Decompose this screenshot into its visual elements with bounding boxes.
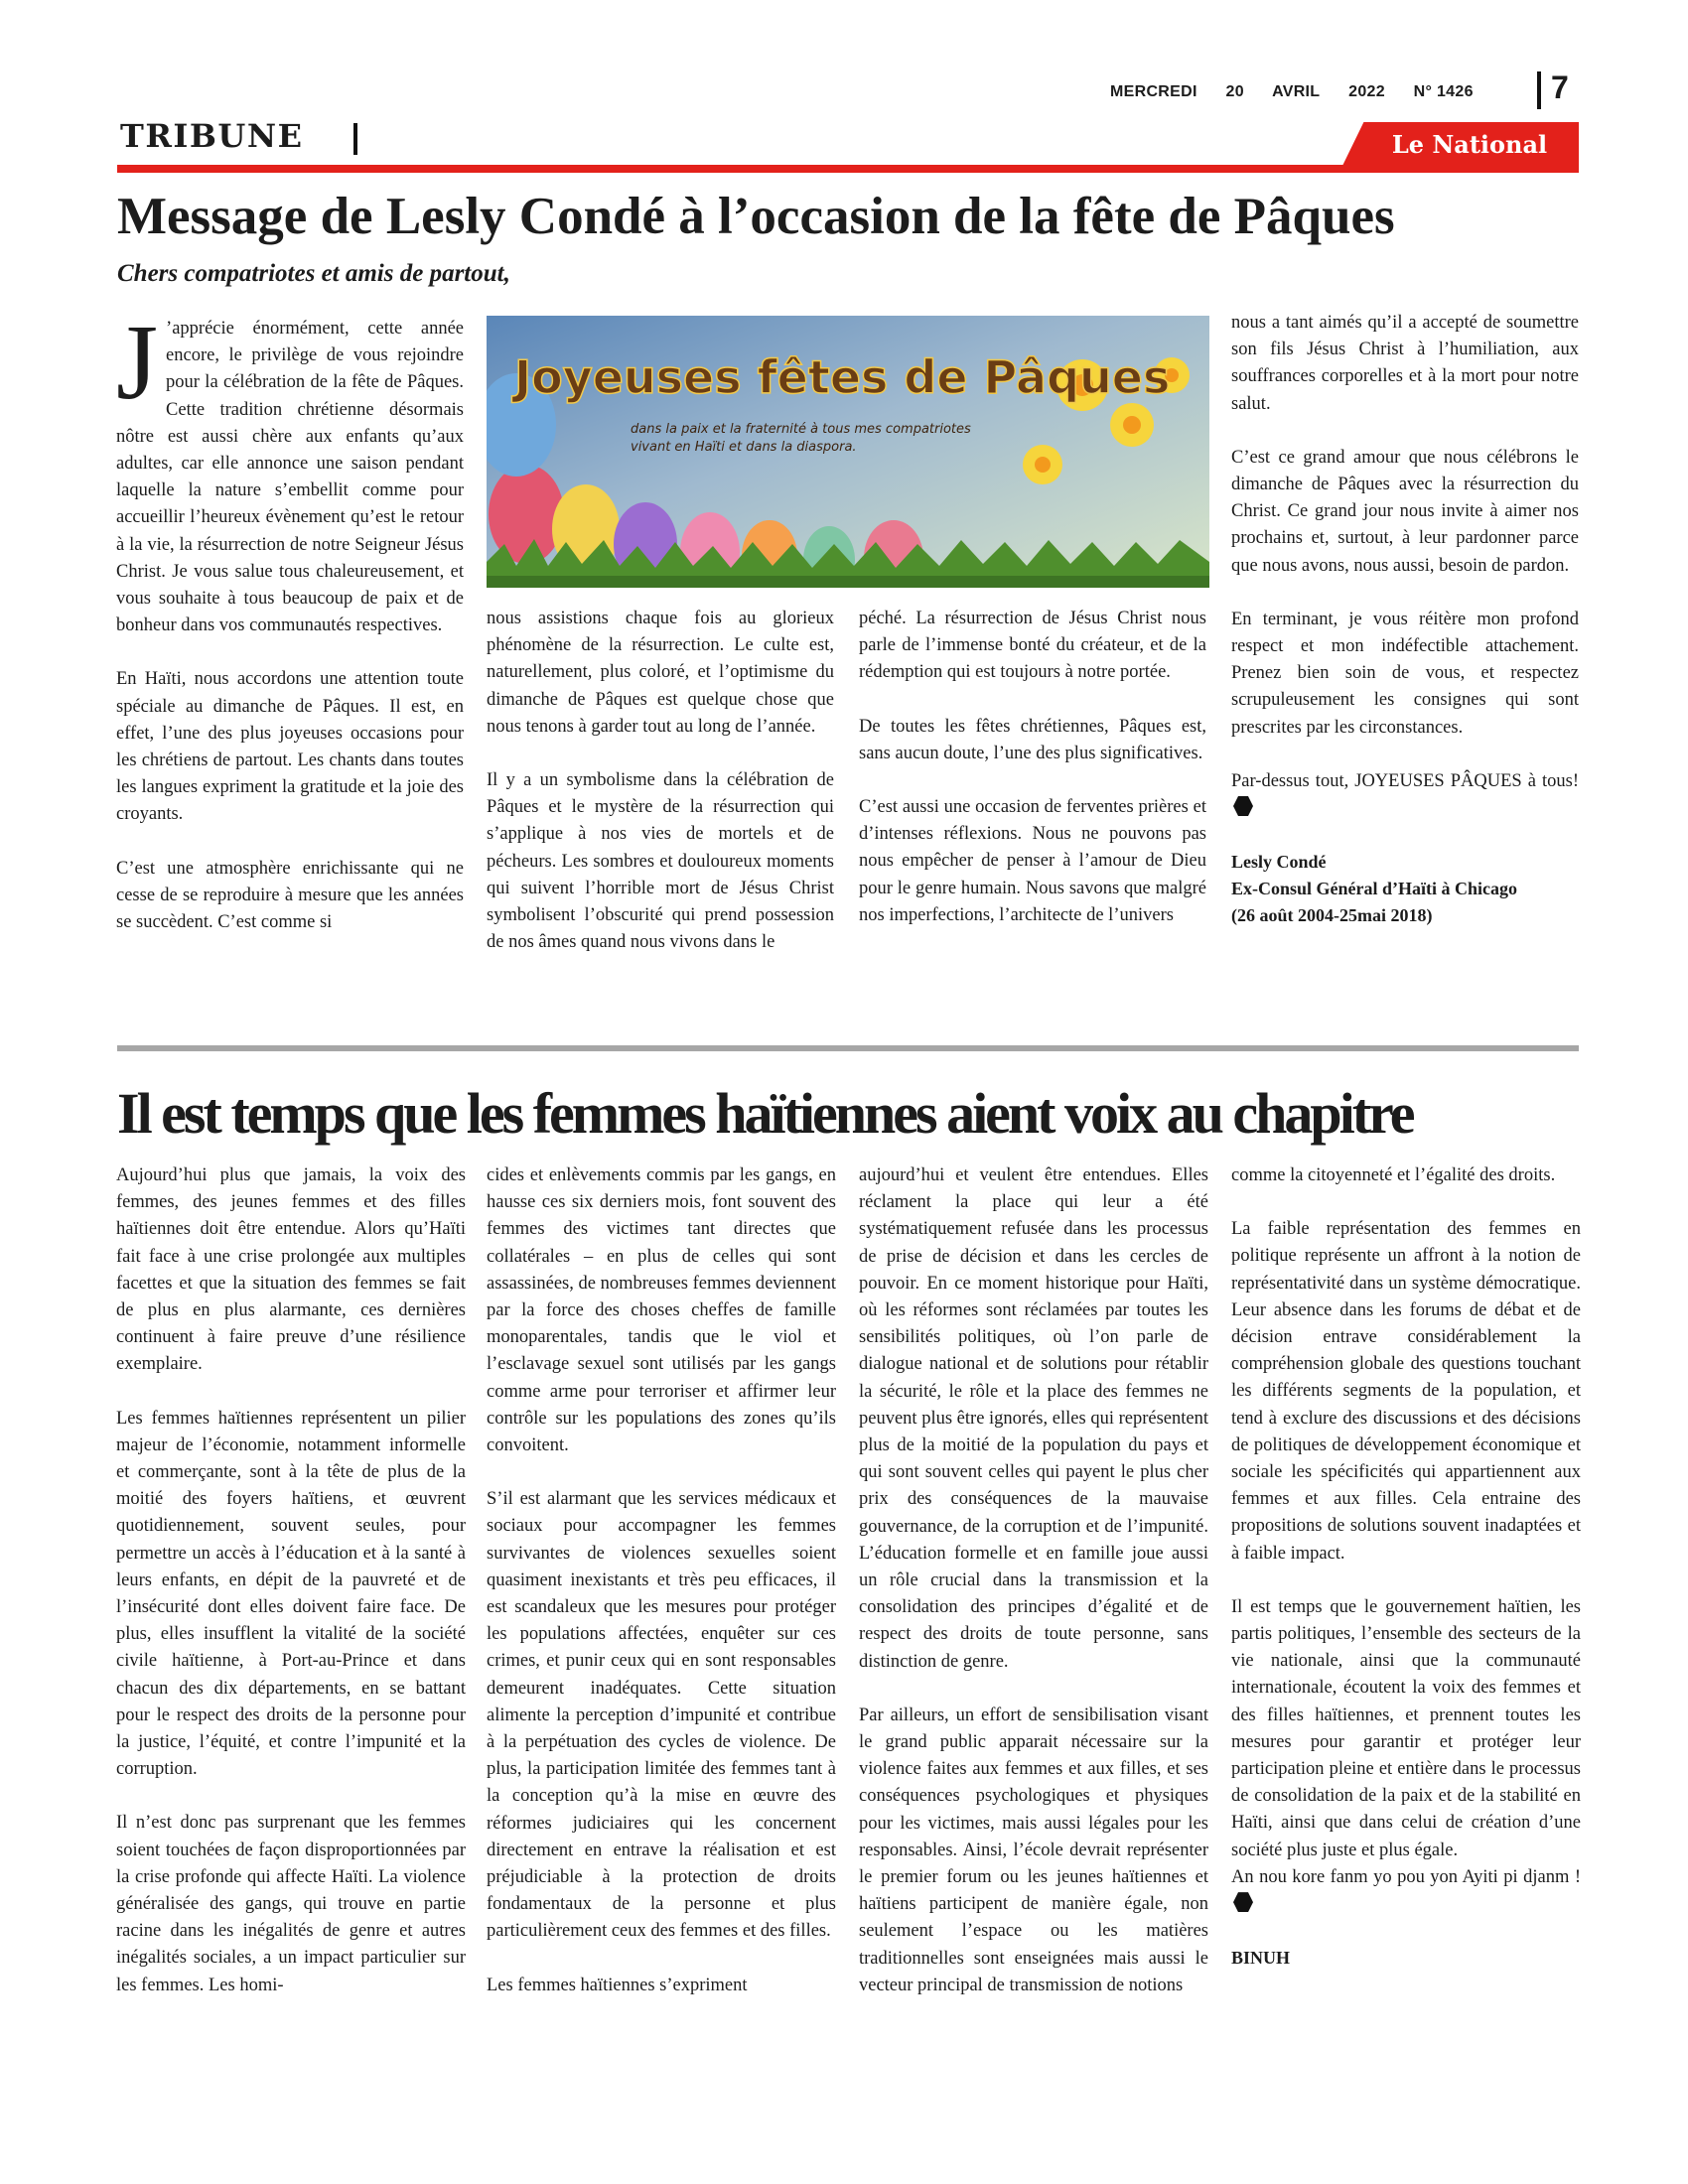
article1-column-3 [859, 606, 1206, 929]
paragraph: Les femmes haïtiennes s’expriment [487, 1975, 748, 1995]
article-salutation: Chers compatriotes et amis de partout, [117, 260, 510, 287]
image-headline: Joyeuses fêtes de Pâques [514, 350, 1171, 404]
brand-name: Le National [1391, 130, 1548, 159]
image-caption-line-1: dans la paix et la fraternité à tous mes compatriotes [631, 422, 971, 437]
paragraph: La faible représentation des femmes en politique représente un affront à la notion de représentativité dans un système démocratique. Leur absence dans les forums de débat et de décision entrave considérablement la compréhension globale des questions touchant les différents segments de la population, et tend à exclure des discussions et des décisions de politiques de développement économique et sociale les spécificités qui appartiennent aux femmes et aux filles. Cela entraine des propositions de solutions souvent inadaptées et à faible impact. [1231, 1219, 1581, 1564]
paragraph: Les femmes haïtiennes représentent un pilier majeur de l’économie, notamment informelle et commerçante, sont à la tête de plus de la moitié des foyers haïtiens, et œuvrent quotidiennement, souvent seules, pour permettre un accès à l’éducation et à la santé à leurs enfants, en dépit de la pauvreté et de l’insécurité dont elles doivent faire face. De plus, elles insufflent la vitalité de la société civile haïtienne, à Port-au-Prince et dans chacun des dix départements, en se battant pour le respect des droits de la personne pour la justice, l’équité, et contre l’impunité et la corruption. [116, 1408, 466, 1780]
paragraph: nous assistions chaque fois au glorieux phénomène de la résurrection. Le culte est, naturellement, plus coloré, et l’optimisme du dimanche de Pâques est quelque chose que nous tenons à garder tout au long de l’année. [487, 609, 834, 737]
paragraph: Il n’est donc pas surprenant que les femmes soient touchées de façon disproportionnées par la crise profonde qui affecte Haïti. La violence généralisée des gangs, qui trouve en partie racine dans les inégalités de genre et autres inégalités sociales, a un impact particulier sur les femmes. Les homi- [116, 1813, 466, 1995]
paragraph [1231, 768, 1579, 822]
paragraph: péché. La résurrection de Jésus Christ nous parle de l’immense bonté du créateur, et de la rédemption qui est toujours à notre portée. [859, 609, 1206, 683]
signature [1231, 849, 1579, 929]
page-number: 7 [1551, 69, 1569, 105]
paragraph: C’est une atmosphère enrichissante qui ne cesse de se reproduire à mesure que les années se succèdent. C’est comme si [116, 858, 464, 933]
paragraph: cides et enlèvements commis par les gangs, en hausse ces six derniers mois, font souvent des femmes des victimes tant directes que collatérales – en plus de celles qui sont assassinées, de nombreuses femmes deviennent par la force des choses cheffes de famille monoparentales, tandis que le viol et l’esclavage sexuel sont utilisés par les gangs comme arme pour terroriser et affirmer leur contrôle sur les populations des zones qu’ils convoitent. [487, 1165, 836, 1456]
paragraph: En Haïti, nous accordons une attention toute spéciale au dimanche de Pâques. Il est, en effet, l’une des plus joyeuses occasions pour les chrétiens de partout. Les chants dans toutes les langues expriment la gratitude et la joie des croyants. [116, 669, 464, 825]
paragraph: Aujourd’hui plus que jamais, la voix des femmes, des jeunes femmes et des filles haïtiennes doit être entendue. Alors qu’Haïti fait face à une crise prolongée aux multiples facettes et que la situation des femmes se fait de plus en plus alarmante, ces dernières continuent à faire preuve d’une résilience exemplaire. [116, 1165, 466, 1375]
signature-title: Ex-Consul Général d’Haïti à Chicago [1231, 879, 1518, 899]
signature-name: Lesly Condé [1231, 852, 1327, 873]
image-caption-line-2: vivant en Haïti et dans la diaspora. [631, 440, 857, 455]
date-number: 20 [1225, 83, 1244, 100]
article2-column-3 [859, 1162, 1208, 1999]
end-mark-icon [1233, 796, 1253, 816]
header-rule [117, 165, 1579, 173]
paragraph: nous a tant aimés qu’il a accepté de soumettre son fils Jésus Christ à l’humiliation, aux souffrances corporelles et à la mort pour notre salut. [1231, 313, 1579, 414]
end-mark-icon [1233, 1892, 1253, 1912]
section-divider [353, 123, 357, 155]
paragraph: Par ailleurs, un effort de sensibilisation visant le grand public apparait nécessaire sur la violence faites aux femmes et aux filles, et ses conséquences psychologiques et physiques pour les victimes, mais aussi légales pour les responsables. Ainsi, l’école devrait représenter le premier forum ou les jeunes haïtiennes et haïtiens participent de manière égale, non seulement l’espace ou les matières traditionnelles sont enseignées mais aussi le vecteur principal de transmission de notions [859, 1705, 1208, 1995]
paragraph: comme la citoyenneté et l’égalité des droits. [1231, 1165, 1556, 1185]
date-year: 2022 [1348, 83, 1385, 100]
article2-column-1 [116, 1162, 466, 1999]
paragraph: C’est ce grand amour que nous célébrons le dimanche de Pâques avec la résurrection du Christ. Ce grand jour nous invite à aimer nos prochains et, surtout, à leur pardonner parce que nous avons, nous aussi, besoin de pardon. [1231, 447, 1579, 576]
page-number-divider [1537, 71, 1541, 109]
paragraph [116, 304, 464, 639]
article-title: Message de Lesly Condé à l’occasion de la fête de Pâques [117, 188, 1395, 245]
article2-column-2 [487, 1162, 836, 1999]
article1-column-4 [1231, 310, 1579, 929]
paragraph: Il est temps que le gouvernement haïtien, les partis politiques, l’ensemble des secteurs de la vie nationale, ainsi que la communauté internationale, écoutent la voix des femmes et des filles haïtiennes, et prennent toutes les mesures pour garantir et protéger leur participation pleine et entière dans le processus de consolidation de la paix et de la stabilité en Haïti, ainsi que dans celui de création d’une société plus juste et plus égale. [1231, 1596, 1581, 1860]
easter-greeting-image [487, 316, 1209, 588]
paragraph-text: An nou kore fanm yo pou yon Ayiti pi djanm ! [1231, 1866, 1581, 1887]
article1-column-2 [487, 606, 834, 956]
section-label: TRIBUNE [120, 117, 304, 155]
date-month: AVRIL [1272, 83, 1321, 100]
paragraph: Il y a un symbolisme dans la célébration de Pâques et le mystère de la résurrection qui s’applique à nos vies de mortels et de pécheurs. Les sombres et douloureux moments qui suivent l’horrible mort de Jésus Christ symbolisent l’obscurité qui prend possession de nos âmes quand nous vivons dans le [487, 770, 834, 953]
paragraph [1231, 1864, 1581, 1918]
paragraph: S’il est alarmant que les services médicaux et sociaux pour accompagner les femmes survivantes de violences sexuelles soient quasiment inexistants et très peu efficaces, il est scandaleux que les mesures pour protéger les populations affectées, enquêter sur ces crimes, et punir ceux qui en sont responsables demeurent inadéquates. Cette situation alimente la perception d’impunité et contribue à la perpétuation des cycles de violence. De plus, la participation limitée des femmes tant à la conception qu’à la mise en œuvre des réformes judiciaires qui les concernent directement en entrave la réalisation et est préjudiciable à la protection de droits fondamentaux de la personne et plus particulièrement ceux des femmes et des filles. [487, 1489, 836, 1942]
dateline [1110, 83, 1507, 101]
paragraph: De toutes les fêtes chrétiennes, Pâques est, sans aucun doute, l’une des plus significatives. [859, 716, 1206, 763]
article-divider [117, 1045, 1579, 1051]
paragraph: aujourd’hui et veulent être entendues. Elles réclament la place qui leur a été systématiquement refusée dans les processus de prise de décision et dans les cercles de pouvoir. En ce moment historique pour Haïti, où les réformes sont réclamées par toutes les sensibilités politiques, où l’on parle de dialogue national et de solutions pour rétablir la sécurité, le rôle et la place des femmes ne peuvent plus être ignorés, elles qui représentent plus de la moitié de la population du pays et qui sont souvent celles qui payent le plus cher prix des conséquences de la mauvaise gouvernance, de la corruption et de l’impunité. L’éducation formelle et en famille joue aussi un rôle crucial dans la transmission et la consolidation des principes d’égalité et de respect des droits de toute personne, sans distinction de genre. [859, 1165, 1208, 1672]
paragraph: C’est aussi une occasion de ferventes prières et d’intenses réflexions. Nous ne pouvons pas nous empêcher de penser à l’amour de Dieu pour le genre humain. Nous savons que malgré nos imperfections, l’architecte de l’univers [859, 797, 1206, 925]
drop-cap: J [116, 304, 159, 422]
issue-number: N° 1426 [1413, 83, 1474, 100]
signature-name: BINUH [1231, 1948, 1291, 1969]
signature-dates: (26 août 2004-25mai 2018) [1231, 905, 1433, 926]
paragraph-text: ’apprécie énormément, cette année encore, le privilège de vous rejoindre pour la célébration de la fête de Pâques. Cette tradition chrétienne désormais nôtre est aussi chère aux enfants qu’aux adultes, car elle annonce une saison pendant laquelle la nature s’embellit comme pour accueillir l’heureux évènement qu’est le retour à la vie, la résurrection de notre Seigneur Jésus Christ. Je vous salue tous chaleureusement, et vous souhaite à tous beaucoup de paix et de bonheur dans vos communautés respectives. [116, 319, 464, 636]
date-day: MERCREDI [1110, 83, 1197, 100]
article2-column-4 [1231, 1162, 1581, 1972]
paragraph: En terminant, je vous réitère mon profond respect et mon indéfectible attachement. Prenez bien soin de vous, et respectez scrupuleusement les consignes qui sont prescrites par les circonstances. [1231, 609, 1579, 738]
paragraph-text: Par-dessus tout, JOYEUSES PÂQUES à tous! [1231, 770, 1579, 791]
article1-column-1 [116, 304, 464, 936]
article-title: Il est temps que les femmes haïtiennes aient voix au chapitre [117, 1081, 1413, 1146]
